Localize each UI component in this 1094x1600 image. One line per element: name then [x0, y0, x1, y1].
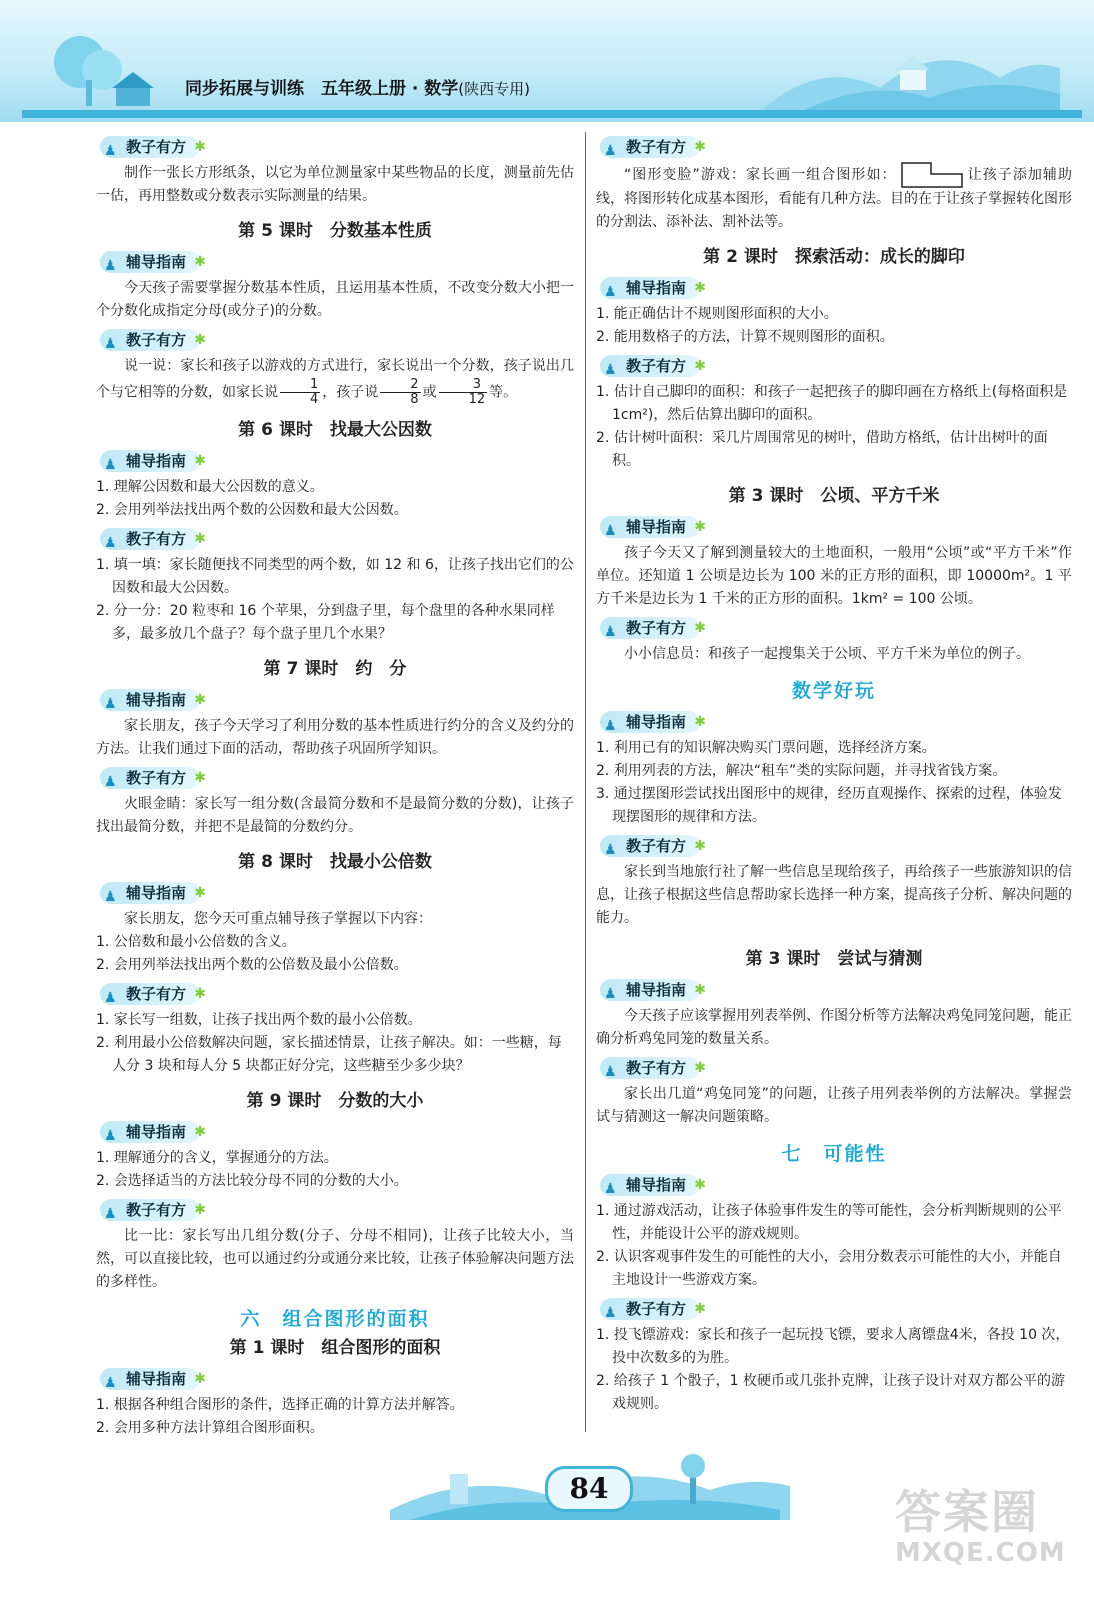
sparkle-icon: ✱	[694, 139, 707, 155]
guide-figure-icon: ♟	[104, 457, 117, 473]
sparkle-icon: ✱	[694, 620, 707, 636]
composite-shape-figure	[901, 162, 963, 188]
text-run: ，孩子说	[322, 384, 379, 401]
text-run: 让孩子添加辅助线，将图形转化成基本图形，看能有几种方法。目的在于让孩子掌握转化图形的分割法、添补法、割补法等。	[596, 167, 1072, 230]
sparkle-icon: ✱	[694, 519, 707, 535]
tag-label: 辅导指南	[126, 691, 187, 709]
sparkle-icon: ✱	[194, 332, 207, 348]
list-item: 1. 填一填：家长随便找不同类型的两个数，如 12 和 6，让孩子找出它们的公因数和最大公因数。	[96, 557, 574, 596]
fraction	[280, 378, 320, 407]
guide-figure-icon: ♟	[104, 143, 117, 159]
tag-label: 教子有方	[626, 138, 687, 156]
sparkle-icon: ✱	[694, 280, 707, 296]
list-item: 2. 利用最小公倍数解决问题，家长描述情景，让孩子解决。如：一些糖，每人分 3 块和每人分 5 块都正好分完，这些糖至少多少块？	[96, 1035, 562, 1074]
tag-method	[600, 134, 707, 160]
list-item: 1. 根据各种组合图形的条件，选择正确的计算方法并解答。	[96, 1397, 464, 1413]
tag-guide	[100, 249, 207, 275]
list-item: 1. 投飞镖游戏：家长和孩子一起玩投飞镖，要求人离镖盘4米，各投 10 次，投中次数多的为胜。	[596, 1327, 1070, 1366]
lesson-title: 第 9 课时 分数的大小	[246, 1091, 424, 1111]
sparkle-icon: ✱	[194, 1202, 207, 1218]
tag-method	[100, 134, 207, 160]
list-item: 2. 给孩子 1 个骰子，1 枚硬币或几张扑克牌，让孩子设计对双方都公平的游戏规则。	[596, 1373, 1065, 1412]
tag-method	[100, 327, 207, 353]
page-header	[0, 0, 1094, 122]
tag-label: 辅导指南	[626, 713, 687, 731]
guide-figure-icon: ♟	[104, 774, 117, 790]
guide-figure-icon: ♟	[604, 1181, 617, 1197]
tag-guide	[600, 977, 707, 1003]
tag-label: 教子有方	[626, 619, 687, 637]
lesson-title: 第 6 课时 找最大公因数	[238, 420, 432, 440]
sparkle-icon: ✱	[194, 453, 207, 469]
tree-house-illustration	[40, 30, 160, 110]
list-item: 2. 分一分：20 粒枣和 16 个苹果，分到盘子里，每个盘里的各种水果同样多，最多放几个盘子？每个盘子里几个水果？	[96, 603, 555, 642]
watermark-text: 答案圈	[895, 1485, 1039, 1539]
watermark-logo	[895, 1486, 1075, 1586]
tag-label: 辅导指南	[626, 279, 687, 297]
sparkle-icon: ✱	[694, 1060, 707, 1076]
list-item: 1. 理解通分的含义，掌握通分的方法。	[96, 1150, 338, 1166]
tag-label: 教子有方	[626, 1059, 687, 1077]
guide-figure-icon: ♟	[104, 258, 117, 274]
paragraph-with-shape	[596, 162, 1072, 234]
sparkle-icon: ✱	[194, 1371, 207, 1387]
tag-label: 辅导指南	[626, 1176, 687, 1194]
fraction	[439, 378, 488, 407]
fraction	[380, 378, 420, 407]
guide-figure-icon: ♟	[604, 284, 617, 300]
tag-method	[600, 1296, 707, 1322]
numerator: 1	[280, 378, 320, 393]
lesson-title: 第 5 课时 分数基本性质	[238, 221, 432, 241]
guide-figure-icon: ♟	[104, 990, 117, 1006]
list-item: 1. 利用已有的知识解决购买门票问题，选择经济方案。	[596, 740, 936, 756]
paragraph: 家长出几道“鸡兔同笼”的问题，让孩子用列表举例的方法解决。掌握尝试与猜测这一解决问题策略。	[596, 1086, 1072, 1125]
list-item: 1. 家长写一组数，让孩子找出两个数的最小公倍数。	[96, 1012, 422, 1028]
sparkle-icon: ✱	[194, 692, 207, 708]
text-run: 说一说：家长和孩子以游戏的方式进行，家长说出一个分数，孩子说出几个与它相等的分数，如家长说	[96, 358, 574, 401]
tag-guide	[100, 448, 207, 474]
tag-label: 辅导指南	[126, 884, 187, 902]
guide-figure-icon: ♟	[604, 986, 617, 1002]
sparkle-icon: ✱	[194, 986, 207, 1002]
guide-figure-icon: ♟	[104, 696, 117, 712]
sparkle-icon: ✱	[694, 1301, 707, 1317]
tag-label: 辅导指南	[126, 1123, 187, 1141]
lesson-title: 第 3 课时 公顷、平方千米	[728, 486, 940, 506]
guide-figure-icon: ♟	[604, 143, 617, 159]
tag-guide	[600, 1172, 707, 1198]
tag-label: 教子有方	[626, 1300, 687, 1318]
denominator: 12	[468, 392, 486, 407]
tag-label: 辅导指南	[126, 452, 187, 470]
denominator: 8	[410, 392, 419, 407]
sparkle-icon: ✱	[194, 1124, 207, 1140]
list-item: 1. 公倍数和最小公倍数的含义。	[96, 934, 296, 950]
list-item: 2. 会用列举法找出两个数的公因数和最大公因数。	[96, 502, 408, 518]
tag-guide	[600, 514, 707, 540]
tag-label: 教子有方	[126, 1201, 187, 1219]
left-column	[96, 130, 574, 1440]
guide-figure-icon: ♟	[604, 1064, 617, 1080]
guide-figure-icon: ♟	[604, 523, 617, 539]
list-item: 2. 能用数格子的方法，计算不规则图形的面积。	[596, 329, 894, 345]
watermark-url: MXQE.COM	[895, 1538, 1066, 1568]
list-item: 2. 会选择适当的方法比较分母不同的分数的大小。	[96, 1173, 408, 1189]
tag-method	[100, 526, 207, 552]
hills-illustration	[760, 38, 1060, 112]
tag-label: 教子有方	[126, 530, 187, 548]
sparkle-icon: ✱	[194, 885, 207, 901]
tag-method	[600, 615, 707, 641]
text-run: 或	[422, 384, 437, 401]
lesson-title: 第 8 课时 找最小公倍数	[238, 852, 432, 872]
sparkle-icon: ✱	[694, 358, 707, 374]
tag-label: 教子有方	[126, 138, 187, 156]
guide-figure-icon: ♟	[104, 1128, 117, 1144]
list-item: 2. 会用多种方法计算组合图形面积。	[96, 1420, 324, 1436]
sparkle-icon: ✱	[694, 982, 707, 998]
sparkle-icon: ✱	[694, 1177, 707, 1193]
tag-method	[100, 1197, 207, 1223]
tag-guide	[600, 709, 707, 735]
list-item: 2. 认识客观事件发生的可能性的大小，会用分数表示可能性的大小，并能自主地设计一些游戏方案。	[596, 1249, 1062, 1288]
paragraph-with-fractions	[96, 355, 574, 407]
book-subtitle: (陕西专用)	[458, 80, 531, 98]
tag-label: 辅导指南	[626, 518, 687, 536]
guide-figure-icon: ♟	[604, 362, 617, 378]
paragraph: 火眼金睛：家长写一组分数(含最简分数和不是最简分数的分数)，让孩子找出最简分数，并把不是最简的分数约分。	[96, 796, 574, 835]
sparkle-icon: ✱	[694, 714, 707, 730]
text-run: 等。	[489, 384, 518, 401]
book-title: 同步拓展与训练 五年级上册 · 数学	[185, 79, 459, 99]
guide-figure-icon: ♟	[604, 1305, 617, 1321]
paragraph: 今天孩子应该掌握用列表举例、作图分析等方法解决鸡兔同笼问题，能正确分析鸡兔同笼的数量关系。	[596, 1008, 1072, 1047]
lesson-title: 第 2 课时 探索活动：成长的脚印	[703, 247, 965, 267]
list-item: 1. 通过游戏活动，让孩子体验事件发生的等可能性，会分析判断规则的公平性，并能设计公平的游戏规则。	[596, 1203, 1062, 1242]
guide-figure-icon: ♟	[604, 624, 617, 640]
sparkle-icon: ✱	[194, 531, 207, 547]
paragraph: 家长朋友，您今天可重点辅导孩子掌握以下内容：	[124, 911, 432, 927]
tag-guide	[600, 275, 707, 301]
list-item: 3. 通过摆图形尝试找出图形中的规律，经历直观操作、探索的过程，体验发现摆图形的规律和方法。	[596, 786, 1062, 825]
column-divider	[585, 132, 586, 1432]
tag-label: 辅导指南	[126, 1370, 187, 1388]
tag-label: 教子有方	[126, 985, 187, 1003]
header-band	[22, 110, 1082, 118]
tag-label: 教子有方	[126, 769, 187, 787]
tag-guide	[100, 1119, 207, 1145]
list-item: 1. 能正确估计不规则图形面积的大小。	[596, 306, 838, 322]
sparkle-icon: ✱	[194, 254, 207, 270]
list-item: 2. 估计树叶面积：采几片周围常见的树叶，借助方格纸，估计出树叶的面积。	[596, 430, 1048, 469]
tag-label: 辅导指南	[126, 253, 187, 271]
guide-figure-icon: ♟	[604, 718, 617, 734]
paragraph: 小小信息员：和孩子一起搜集关于公顷、平方千米为单位的例子。	[624, 646, 1030, 662]
tag-guide	[100, 687, 207, 713]
tag-label: 教子有方	[626, 357, 687, 375]
denominator: 4	[310, 392, 319, 407]
guide-figure-icon: ♟	[104, 889, 117, 905]
tag-label: 辅导指南	[626, 981, 687, 999]
numerator: 3	[439, 378, 488, 393]
paragraph: 今天孩子需要掌握分数基本性质，且运用基本性质，不改变分数大小把一个分数化成指定分母(或分子)的分数。	[96, 280, 574, 319]
lesson-title: 第 1 课时 组合图形的面积	[229, 1338, 441, 1358]
tag-label: 教子有方	[626, 837, 687, 855]
header-title	[185, 74, 530, 99]
tag-guide	[100, 1366, 207, 1392]
paragraph: 家长到当地旅行社了解一些信息呈现给孩子，再给孩子一些旅游知识的信息，让孩子根据这些信息帮助家长选择一种方案，提高孩子分析、解决问题的能力。	[596, 864, 1072, 926]
page-number: 84	[545, 1466, 633, 1512]
paragraph: 制作一张长方形纸条，以它为单位测量家中某些物品的长度，测量前先估一估，再用整数或分数表示实际测量的结果。	[96, 165, 574, 204]
tag-method	[100, 981, 207, 1007]
list-item: 1. 理解公因数和最大公因数的意义。	[96, 479, 324, 495]
right-column	[596, 130, 1072, 1416]
text-run: “图形变脸”游戏：家长画一组合图形如：	[624, 167, 897, 183]
lesson-title: 第 3 课时 尝试与猜测	[745, 949, 923, 969]
sparkle-icon: ✱	[194, 139, 207, 155]
list-item: 1. 估计自己脚印的面积：和孩子一起把孩子的脚印画在方格纸上(每格面积是 1cm²)，然后估算出脚印的面积。	[596, 384, 1068, 423]
guide-figure-icon: ♟	[104, 535, 117, 551]
tag-label: 教子有方	[126, 331, 187, 349]
lesson-title: 第 7 课时 约 分	[263, 659, 407, 679]
list-item: 2. 利用列表的方法，解决“租车”类的实际问题，并寻找省钱方案。	[596, 763, 1007, 779]
sparkle-icon: ✱	[694, 838, 707, 854]
tag-method	[600, 1055, 707, 1081]
paragraph: 孩子今天又了解到测量较大的土地面积，一般用“公顷”或“平方千米”作单位。还知道 1 公顷是边长为 100 米的正方形的面积，即 10000m²。1 平方千米是边长为 1 千米的正方形的面积。1km² = 100 公顷。	[596, 545, 1072, 607]
tag-method	[100, 765, 207, 791]
unit-title: 数学好玩	[791, 680, 876, 702]
tag-method	[600, 353, 707, 379]
guide-figure-icon: ♟	[604, 842, 617, 858]
sparkle-icon: ✱	[194, 770, 207, 786]
unit-title: 七 可能性	[781, 1143, 887, 1165]
list-item: 2. 会用列举法找出两个数的公倍数及最小公倍数。	[96, 957, 408, 973]
tag-guide	[100, 880, 207, 906]
unit-title: 六 组合图形的面积	[240, 1308, 430, 1330]
guide-figure-icon: ♟	[104, 336, 117, 352]
numerator: 2	[380, 378, 420, 393]
guide-figure-icon: ♟	[104, 1206, 117, 1222]
guide-figure-icon: ♟	[104, 1375, 117, 1391]
tag-method	[600, 833, 707, 859]
paragraph: 比一比：家长写出几组分数(分子、分母不相同)，让孩子比较大小，当然，可以直接比较，也可以通过约分或通分来比较，让孩子体验解决问题方法的多样性。	[96, 1228, 574, 1290]
paragraph: 家长朋友，孩子今天学习了利用分数的基本性质进行约分的含义及约分的方法。让我们通过下面的活动，帮助孩子巩固所学知识。	[96, 718, 574, 757]
